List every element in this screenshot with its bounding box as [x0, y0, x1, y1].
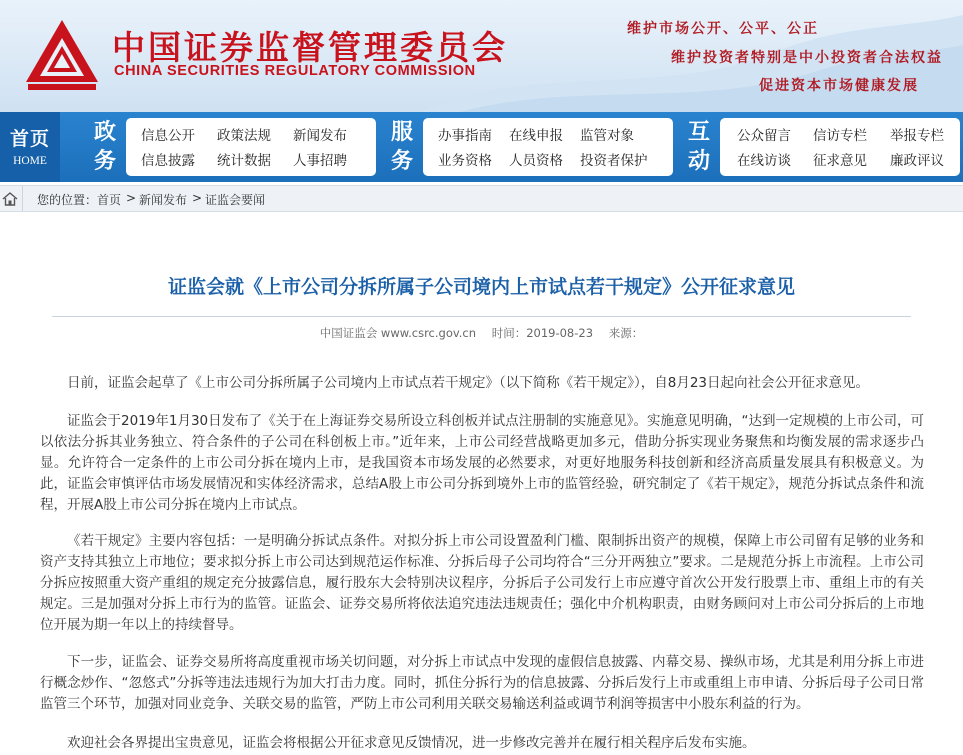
article-paragraph: 下一步，证监会、证券交易所将高度重视市场关切问题，对分拆上市试点中发现的虚假信息披露、内幕交易、操纵市场，尤其是利用分拆上市进行概念炒作、“忽悠式”分拆等违法违规行为加大打击力度。同时，抓住分拆行为的信息披露、分拆后发行上市或重组上市申请、分拆后母子公司日常监管三个环节，加强对同业竞争、关联交易的监管，严防上市公司利用关联交易输送利益或调节利润等损害中小股东利益的行为。 [40, 654, 924, 712]
site-header [0, 0, 963, 112]
nav-link-recruitment[interactable]: 人事招聘 [293, 153, 347, 169]
article-title: 证监会就《上市公司分拆所属子公司境内上市试点若干规定》公开征求意见 [167, 276, 795, 298]
slogan-3: 促进资本市场健康发展 [759, 78, 919, 94]
breadcrumb-item-home[interactable]: 首页 [97, 193, 122, 207]
nav-link-public-message[interactable]: 公众留言 [737, 128, 791, 144]
title-divider [52, 316, 911, 317]
article-meta [0, 325, 963, 341]
slogan-1: 维护市场公开、公平、公正 [627, 21, 819, 37]
article-paragraph: 日前，证监会起草了《上市公司分拆所属子公司境内上市试点若干规定》（以下简称《若干规定》），自8月23日起向社会公开征求意见。 [67, 375, 870, 391]
nav-home-label: 首页 [9, 128, 50, 150]
nav-home[interactable] [0, 112, 60, 182]
nav-link-solicit-opinions[interactable]: 征求意见 [813, 153, 867, 169]
csrc-logo[interactable] [22, 16, 102, 94]
article-paragraph: 《若干规定》主要内容包括：一是明确分拆试点条件。对拟分拆上市公司设置盈利门槛、限制拆出资产的规模，保障上市公司留有足够的业务和资产支持其独立上市地位；要求拟分拆上市公司达到规范运作标准、分拆后母子公司均符合“三分开两独立”要求。二是规范分拆上市流程。上市公司分拆应按照重大资产重组的规定充分披露信息，履行股东大会特别决议程序，分拆后子公司发行上市应遵守首次公开发行股票上市、重组上市的有关规定。三是加强对分拆上市行为的监管。证监会、证券交易所将依法追究违法违规责任；强化中介机构职责，由财务顾问对上市公司分拆后的上市地位开展为期一年以上的持续督导。 [40, 533, 924, 633]
nav-link-online-filing[interactable]: 在线申报 [509, 128, 563, 144]
nav-link-policies-regulations[interactable]: 政策法规 [217, 128, 271, 144]
nav-link-info-disclosure-public[interactable]: 信息公开 [141, 128, 195, 144]
slogan-2: 维护投资者特别是中小投资者合法权益 [671, 50, 943, 66]
breadcrumb-item-csrc-news[interactable]: 证监会要闻 [205, 193, 266, 207]
nav-link-guide[interactable]: 办事指南 [438, 128, 492, 144]
nav-category-char: 动 [687, 148, 710, 174]
nav-link-news-release[interactable]: 新闻发布 [293, 128, 347, 144]
article-meta-time: 时间：2019-08-23 [491, 326, 594, 340]
nav-link-integrity-review[interactable]: 廉政评议 [890, 153, 944, 169]
nav-link-regulated-entities[interactable]: 监管对象 [580, 128, 634, 144]
nav-category-interaction [678, 112, 720, 182]
nav-link-statistics[interactable]: 统计数据 [217, 153, 271, 169]
breadcrumb-divider [22, 186, 23, 211]
nav-panel-government-affairs [126, 118, 376, 176]
nav-home-label-en: HOME [13, 155, 47, 167]
nav-link-report[interactable]: 举报专栏 [890, 128, 944, 144]
nav-category-services [381, 112, 423, 182]
org-name-en: CHINA SECURITIES REGULATORY COMMISSION [114, 63, 476, 79]
home-icon[interactable] [2, 191, 18, 207]
nav-category-char: 互 [687, 119, 710, 145]
article-meta-source: 来源： [608, 326, 644, 340]
breadcrumb-separator: > [192, 191, 203, 205]
article-paragraph: 证监会于2019年1月30日发布了《关于在上海证券交易所设立科创板并试点注册制的实施意见》。实施意见明确，“达到一定规模的上市公司，可以依法分拆其业务独立、符合条件的子公司在科创板上市。”近年来，上市公司经营战略更加多元，借助分拆实现业务聚焦和均衡发展的需求逐步凸显。允许符合一定条件的上市公司分拆在境内上市，是我国资本市场发展的必然要求，对更好地服务科技创新和经济高质量发展具有积极意义。为此，证监会审慎评估市场发展情况和实体经济需求，总结A股上市公司分拆到境外上市的监管经验，研究制定了《若干规定》，规范分拆试点条件和流程，开展A股上市公司分拆在境内上市试点。 [40, 413, 924, 513]
article-meta-site: 中国证监会 www.csrc.gov.cn [319, 326, 477, 340]
breadcrumb-prefix: 您的位置： [37, 193, 98, 207]
nav-link-petition[interactable]: 信访专栏 [813, 128, 867, 144]
breadcrumb-separator: > [126, 191, 137, 205]
breadcrumb-item-news[interactable]: 新闻发布 [139, 193, 188, 207]
nav-category-char: 政 [93, 119, 116, 145]
nav-category-char: 务 [390, 148, 413, 174]
org-name-cn: 中国证券监督管理委员会 [112, 28, 508, 67]
nav-panel-services [423, 118, 673, 176]
nav-panel-interaction [720, 118, 960, 176]
nav-link-personnel-qualification[interactable]: 人员资格 [509, 153, 563, 169]
nav-link-online-interview[interactable]: 在线访谈 [737, 153, 791, 169]
nav-category-char: 服 [390, 119, 413, 145]
nav-category-char: 务 [93, 148, 116, 174]
article-paragraph: 欢迎社会各界提出宝贵意见，证监会将根据公开征求意见反馈情况，进一步修改完善并在履行相关程序后发布实施。 [67, 735, 756, 751]
nav-link-info-disclosure[interactable]: 信息披露 [141, 153, 195, 169]
breadcrumb [0, 185, 963, 212]
main-nav [0, 112, 963, 182]
nav-link-business-qualification[interactable]: 业务资格 [438, 153, 492, 169]
nav-category-government-affairs [84, 112, 126, 182]
nav-link-investor-protection[interactable]: 投资者保护 [580, 153, 648, 169]
